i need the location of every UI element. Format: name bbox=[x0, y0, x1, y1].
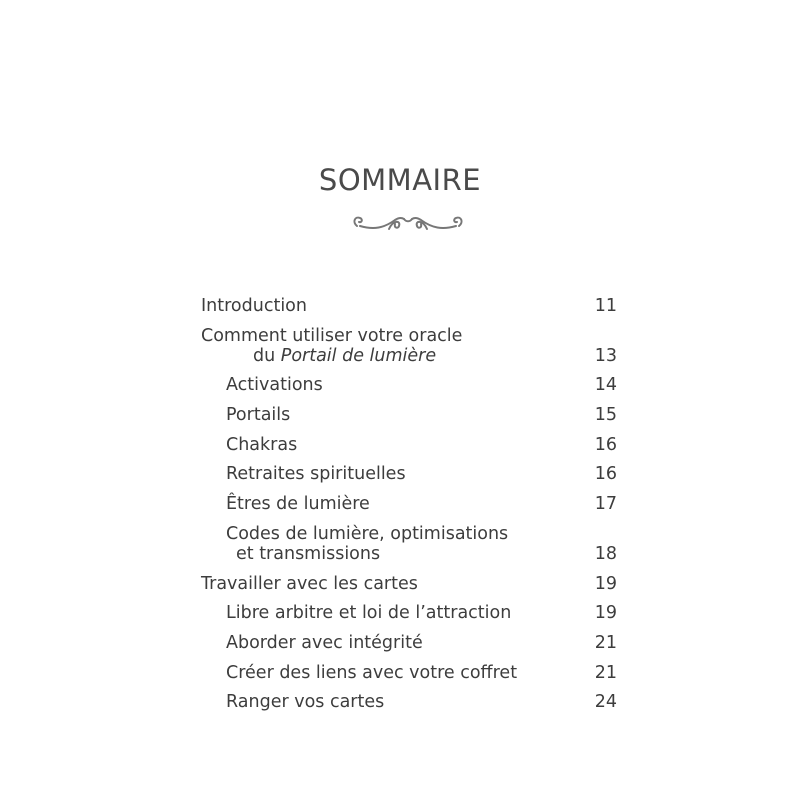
toc-entry-portails[interactable] bbox=[201, 405, 617, 425]
toc-entry-etres[interactable] bbox=[201, 494, 617, 514]
toc-page-number: 18 bbox=[594, 543, 617, 564]
toc-page-number: 16 bbox=[594, 464, 617, 485]
toc-entry-label: Aborder avec intégrité bbox=[226, 632, 423, 653]
toc-entry-introduction[interactable] bbox=[201, 296, 617, 316]
toc-entry-label-continued: du Portail de lumière bbox=[253, 345, 437, 366]
toc-entry-label: Introduction bbox=[201, 296, 307, 316]
toc-entry-label-continued: et transmissions bbox=[236, 543, 381, 564]
toc-entry-label: Portails bbox=[226, 405, 291, 426]
toc-entry-travailler[interactable] bbox=[201, 574, 617, 594]
toc-entry-chakras[interactable] bbox=[201, 435, 617, 455]
toc-entry-creer[interactable] bbox=[201, 663, 617, 683]
toc-entry-label: Êtres de lumière bbox=[226, 494, 370, 515]
toc-page-number: 14 bbox=[594, 375, 617, 396]
toc-entry-retraites[interactable] bbox=[201, 464, 617, 484]
toc-page-number: 13 bbox=[594, 345, 617, 366]
page-title: SOMMAIRE bbox=[318, 163, 482, 197]
toc-page-number: 15 bbox=[594, 405, 617, 426]
toc-entry-label: Codes de lumière, optimisations bbox=[226, 523, 509, 544]
flourish-ornament-icon bbox=[349, 208, 467, 234]
toc-entry-aborder[interactable] bbox=[201, 633, 617, 653]
table-of-contents bbox=[201, 296, 617, 722]
toc-entry-label: Chakras bbox=[226, 434, 298, 455]
toc-entry-ranger[interactable] bbox=[201, 692, 617, 712]
toc-entry-label: Retraites spirituelles bbox=[226, 464, 406, 485]
toc-entry-libre-arbitre[interactable] bbox=[201, 603, 617, 623]
toc-page-number: 24 bbox=[594, 692, 617, 713]
toc-entry-label: Comment utiliser votre oracle bbox=[201, 325, 463, 346]
toc-page-number: 17 bbox=[594, 494, 617, 515]
toc-page-number: 19 bbox=[594, 573, 617, 594]
toc-page-number: 21 bbox=[594, 632, 617, 653]
toc-entry-codes[interactable] bbox=[201, 524, 617, 564]
toc-entry-label: Libre arbitre et loi de l’attraction bbox=[226, 603, 512, 624]
toc-entry-label: Activations bbox=[226, 375, 323, 396]
toc-page-number: 19 bbox=[594, 603, 617, 624]
toc-page-number: 16 bbox=[594, 434, 617, 455]
toc-page-number: 21 bbox=[594, 662, 617, 683]
toc-entry-activations[interactable] bbox=[201, 375, 617, 395]
toc-entry-comment-utiliser[interactable] bbox=[201, 326, 617, 366]
toc-entry-label: Créer des liens avec votre coffret bbox=[226, 662, 518, 683]
toc-entry-label: Travailler avec les cartes bbox=[201, 573, 418, 594]
toc-entry-label: Ranger vos cartes bbox=[226, 692, 385, 713]
toc-page-number: 11 bbox=[594, 296, 617, 316]
